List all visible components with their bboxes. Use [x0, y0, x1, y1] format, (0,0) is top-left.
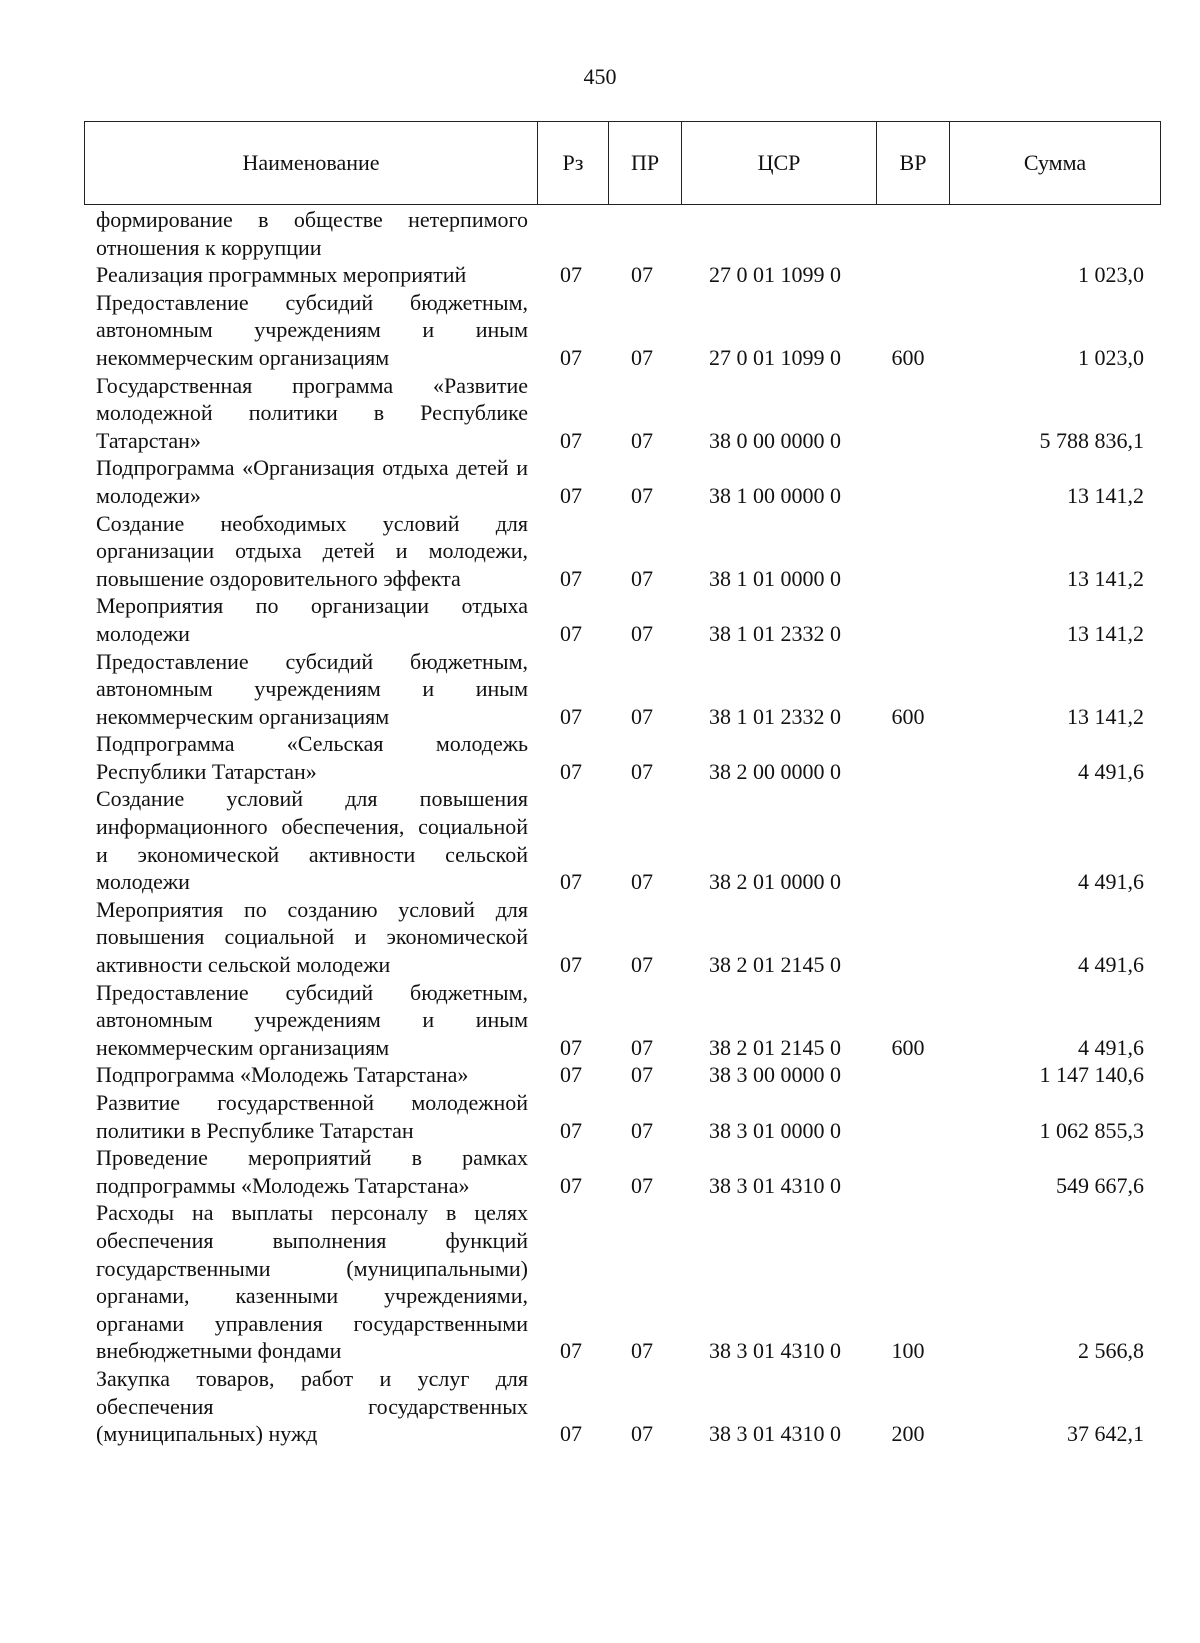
table-row [84, 979, 1154, 1062]
row-pr: 07 [631, 703, 653, 729]
row-rz: 07 [560, 1117, 582, 1143]
table-row [84, 785, 1154, 895]
row-name: Подпрограмма «Молодежь Татарстана» [96, 1062, 469, 1088]
row-pr: 07 [631, 620, 653, 646]
row-pr: 07 [631, 1421, 653, 1447]
row-name: Закупка товаров, работ и услуг для обеспечения государственных (муниципальных) нужд [96, 1365, 528, 1447]
page-number: 450 [583, 64, 617, 89]
row-sum: 13 141,2 [1067, 703, 1144, 729]
row-pr: 07 [631, 1117, 653, 1143]
table-row [84, 730, 1154, 785]
table-row [84, 1365, 1154, 1448]
row-csr: 38 1 01 0000 0 [709, 565, 841, 591]
row-sum: 2 566,8 [1078, 1338, 1144, 1364]
row-sum: 37 642,1 [1067, 1421, 1144, 1447]
budget-table-body [84, 206, 1154, 1448]
row-name: Предоставление субсидий бюджетным, автономным учреждениям и иным некоммерческим организациям [96, 648, 528, 729]
row-pr: 07 [631, 427, 653, 453]
row-sum: 1 147 140,6 [1039, 1062, 1144, 1088]
table-row [84, 648, 1154, 731]
row-name: Расходы на выплаты персоналу в целях обеспечения выполнения функций государственными (муниципальными) органами, казенными учреждениями, органами управления государственными внебюджетными фондами [96, 1200, 528, 1364]
table-row [84, 1199, 1154, 1365]
row-csr: 38 3 01 0000 0 [709, 1117, 841, 1143]
row-pr: 07 [631, 1338, 653, 1364]
table-row [84, 510, 1154, 593]
row-name: Развитие государственной молодежной политики в Республике Татарстан [96, 1090, 528, 1143]
row-csr: 38 1 01 2332 0 [709, 620, 841, 646]
table-row [84, 372, 1154, 455]
row-pr: 07 [631, 1062, 653, 1088]
row-sum: 5 788 836,1 [1039, 427, 1144, 453]
row-name: Создание необходимых условий для организации отдыха детей и молодежи, повышение оздоровительного эффекта [96, 510, 528, 591]
row-csr: 38 3 00 0000 0 [709, 1062, 841, 1088]
row-sum: 13 141,2 [1067, 620, 1144, 646]
row-name: Подпрограмма «Организация отдыха детей и молодежи» [96, 455, 528, 508]
row-csr: 38 2 01 2145 0 [709, 952, 841, 978]
row-csr: 38 0 00 0000 0 [709, 427, 841, 453]
row-name: Подпрограмма «Сельская молодежь Республики Татарстан» [96, 731, 528, 784]
table-row [84, 1061, 1154, 1089]
row-sum: 4 491,6 [1078, 952, 1144, 978]
row-pr: 07 [631, 262, 653, 288]
row-pr: 07 [631, 482, 653, 508]
row-rz: 07 [560, 1338, 582, 1364]
row-name: Создание условий для повышения информационного обеспечения, социальной и экономической активности сельской молодежи [96, 786, 528, 895]
row-vr: 600 [891, 344, 925, 370]
row-rz: 07 [560, 620, 582, 646]
row-rz: 07 [560, 1421, 582, 1447]
header-vr: ВР [877, 122, 950, 205]
row-sum: 549 667,6 [1056, 1172, 1144, 1198]
row-name: формирование в обществе нетерпимого отношения к коррупции [96, 207, 528, 260]
row-vr: 200 [891, 1421, 925, 1447]
row-rz: 07 [560, 758, 582, 784]
row-csr: 27 0 01 1099 0 [709, 344, 841, 370]
row-pr: 07 [631, 758, 653, 784]
row-rz: 07 [560, 1062, 582, 1088]
row-csr: 38 2 00 0000 0 [709, 758, 841, 784]
row-pr: 07 [631, 1172, 653, 1198]
row-csr: 38 3 01 4310 0 [709, 1172, 841, 1198]
row-vr: 600 [891, 1034, 925, 1060]
row-sum: 1 023,0 [1078, 344, 1144, 370]
row-csr: 38 1 00 0000 0 [709, 482, 841, 508]
row-name: Предоставление субсидий бюджетным, автономным учреждениям и иным некоммерческим организациям [96, 979, 528, 1060]
row-rz: 07 [560, 262, 582, 288]
row-rz: 07 [560, 1172, 582, 1198]
row-csr: 38 2 01 2145 0 [709, 1034, 841, 1060]
header-csr: ЦСР [682, 122, 877, 205]
row-sum: 4 491,6 [1078, 869, 1144, 895]
table-row [84, 1089, 1154, 1144]
table-header [84, 121, 1161, 205]
row-rz: 07 [560, 565, 582, 591]
row-name: Мероприятия по созданию условий для повышения социальной и экономической активности сельской молодежи [96, 896, 528, 978]
row-rz: 07 [560, 1034, 582, 1060]
table-row [84, 896, 1154, 979]
row-pr: 07 [631, 869, 653, 895]
row-rz: 07 [560, 344, 582, 370]
row-pr: 07 [631, 1034, 653, 1060]
header-rz: Рз [538, 122, 609, 205]
row-pr: 07 [631, 565, 653, 591]
row-sum: 4 491,6 [1078, 1034, 1144, 1060]
row-rz: 07 [560, 482, 582, 508]
row-csr: 27 0 01 1099 0 [709, 262, 841, 288]
row-sum: 13 141,2 [1067, 482, 1144, 508]
row-pr: 07 [631, 344, 653, 370]
row-rz: 07 [560, 952, 582, 978]
table-row [84, 592, 1154, 647]
row-sum: 1 062 855,3 [1039, 1117, 1144, 1143]
row-csr: 38 2 01 0000 0 [709, 869, 841, 895]
row-csr: 38 1 01 2332 0 [709, 703, 841, 729]
row-sum: 13 141,2 [1067, 565, 1144, 591]
table-row [84, 206, 1154, 261]
row-pr: 07 [631, 952, 653, 978]
row-rz: 07 [560, 869, 582, 895]
header-sum: Сумма [950, 122, 1161, 205]
row-vr: 100 [891, 1338, 925, 1364]
row-sum: 1 023,0 [1078, 262, 1144, 288]
row-name: Мероприятия по организации отдыха молодежи [96, 593, 528, 646]
row-csr: 38 3 01 4310 0 [709, 1338, 841, 1364]
row-vr: 600 [891, 703, 925, 729]
row-name: Проведение мероприятий в рамках подпрограммы «Молодежь Татарстана» [96, 1145, 528, 1198]
table-row [84, 1144, 1154, 1199]
row-rz: 07 [560, 427, 582, 453]
row-csr: 38 3 01 4310 0 [709, 1421, 841, 1447]
table-row [84, 454, 1154, 509]
row-name: Государственная программа «Развитие молодежной политики в Республике Татарстан» [96, 372, 528, 453]
header-pr: ПР [609, 122, 682, 205]
table-row [84, 289, 1154, 372]
row-sum: 4 491,6 [1078, 758, 1144, 784]
table-row [84, 261, 1154, 289]
row-rz: 07 [560, 703, 582, 729]
row-name: Реализация программных мероприятий [96, 262, 467, 288]
row-name: Предоставление субсидий бюджетным, автономным учреждениям и иным некоммерческим организациям [96, 289, 528, 370]
header-name: Наименование [85, 122, 538, 205]
